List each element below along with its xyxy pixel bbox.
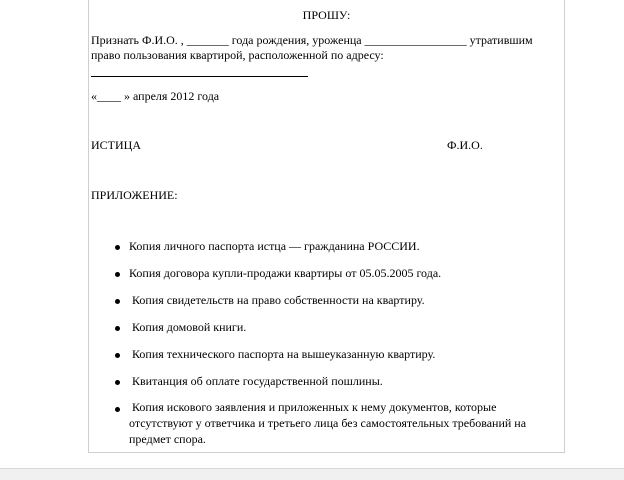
bullet-icon	[115, 326, 120, 331]
request-text-line-1: Признать Ф.И.О. , _______ года рождения, уроженца _________________ утратившим	[91, 33, 533, 47]
appendix-item: Копия свидетельств на право собственности на квартиру.	[129, 293, 425, 307]
date-line: «____ » апреля 2012 года	[91, 89, 220, 103]
appendix-item: Копия личного паспорта истца — гражданина РОССИИ.	[129, 239, 420, 253]
bullet-icon	[115, 353, 120, 358]
bullet-icon	[115, 272, 120, 277]
signature-name: Ф.И.О.	[447, 138, 483, 152]
bullet-icon	[115, 380, 120, 385]
appendix-heading: ПРИЛОЖЕНИЕ:	[91, 188, 178, 202]
appendix-item: Копия искового заявления и приложенных к нему документов, которые отсутствуют у ответчика и третьего лица без самостоятельных требований на предмет спора.	[129, 400, 530, 446]
document-page[interactable]	[88, 0, 565, 453]
appendix-item: Квитанция об оплате государственной пошлины.	[129, 374, 383, 388]
bullet-icon	[115, 407, 120, 412]
request-text-line-2: право пользования квартирой, расположенной по адресу:	[91, 48, 384, 62]
appendix-item: Копия технического паспорта на вышеуказанную квартиру.	[129, 347, 436, 361]
appendix-item: Копия договора купли-продажи квартиры от 05.05.2005 года.	[129, 266, 442, 280]
status-bar	[0, 468, 624, 480]
appendix-item: Копия домовой книги.	[129, 320, 247, 334]
plaintiff-label: ИСТИЦА	[91, 138, 141, 152]
request-heading: ПРОШУ:	[302, 8, 351, 22]
bullet-icon	[115, 299, 120, 304]
address-blank-line	[91, 76, 308, 77]
bullet-icon	[115, 245, 120, 250]
